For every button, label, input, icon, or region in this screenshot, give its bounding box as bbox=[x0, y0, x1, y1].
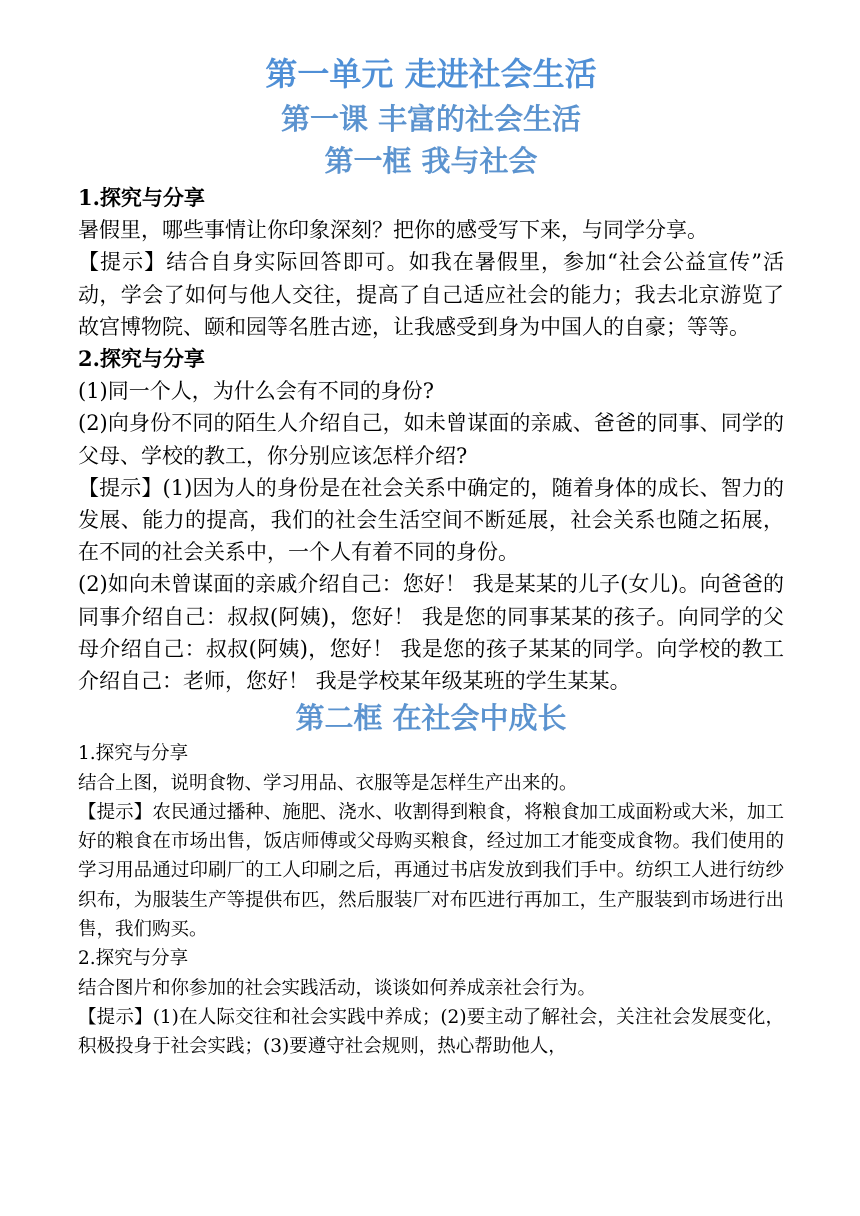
unit-title: 第一单元 走进社会生活 bbox=[265, 55, 597, 93]
lesson-title: 第一课 丰富的社会生活 bbox=[280, 102, 582, 136]
frame1-q2-answer1: 【提示】(1)因为人的身份是在社会关系中确定的，随着身体的成长、智力的发展、能力的提高，我们的社会生活空间不断延展，社会关系也随之拓展，在不同的社会关系中，一个人有着不同的身份。 bbox=[78, 475, 784, 565]
frame1-q2-question2: (2)向身份不同的陌生人介绍自己，如未曾谋面的亲戚、爸爸的同事、同学的父母、学校的教工，你分别应该怎样介绍? bbox=[78, 411, 784, 468]
frame2-section bbox=[78, 739, 784, 1061]
frame1-q2-title: 2.探究与分享 bbox=[78, 346, 205, 372]
document-content bbox=[78, 50, 784, 1062]
frame2-q2-title: 2.探究与分享 bbox=[78, 948, 189, 970]
frame1-section bbox=[78, 182, 784, 697]
frame1-q2-answer2: (2)如向未曾谋面的亲戚介绍自己：您好！ 我是某某的儿子(女儿)。向爸爸的同事介绍自己：叔叔(阿姨)，您好！ 我是您的同事某某的孩子。向同学的父母介绍自己：叔叔(阿姨)，您好！ 我是您的孩子某某的同学。向学校的教工介绍自己：老师，您好！ 我是学校某年级某班的学生某某。 bbox=[78, 572, 784, 694]
frame1-q1-question: 暑假里，哪些事情让你印象深刻？把你的感受写下来，与同学分享。 bbox=[78, 218, 708, 243]
frame2-title: 第二框 在社会中成长 bbox=[295, 701, 567, 736]
frame2-q2-answer: 【提示】(1)在人际交往和社会实践中养成；(2)要主动了解社会，关注社会发展变化，积极投身于社会实践；(3)要遵守社会规则，热心帮助他人， bbox=[78, 1006, 784, 1058]
frame2-q1-title: 1.探究与分享 bbox=[78, 743, 189, 765]
frame1-title: 第一框 我与社会 bbox=[324, 144, 538, 178]
frame1-q1-title: 1.探究与分享 bbox=[78, 185, 205, 210]
frame1-q1-answer: 【提示】结合自身实际回答即可。如我在暑假里，参加“社会公益宣传”活动，学会了如何与他人交往，提高了自己适应社会的能力；我去北京游览了故宫博物院、颐和园等名胜古迹，让我感受到身为中国人的自豪；等等。 bbox=[78, 250, 784, 339]
frame2-q1-answer: 【提示】农民通过播种、施肥、浇水、收割得到粮食，将粮食加工成面粉或大米，加工好的粮食在市场出售，饭店师傅或父母购买粮食，经过加工才能变成食物。我们使用的学习用品通过印刷厂的工人印刷之后，再通过书店发放到我们手中。纺织工人进行纺纱织布，为服装生产等提供布匹，然后服装厂对布匹进行再加工，生产服装到市场进行出售，我们购买。 bbox=[78, 801, 784, 941]
frame2-q2-question: 结合图片和你参加的社会实践活动，谈谈如何养成亲社会行为。 bbox=[78, 977, 597, 999]
frame1-q2-question1: (1)同一个人，为什么会有不同的身份? bbox=[78, 379, 435, 404]
frame2-q1-question: 结合上图，说明食物、学习用品、衣服等是怎样生产出来的。 bbox=[78, 772, 578, 794]
